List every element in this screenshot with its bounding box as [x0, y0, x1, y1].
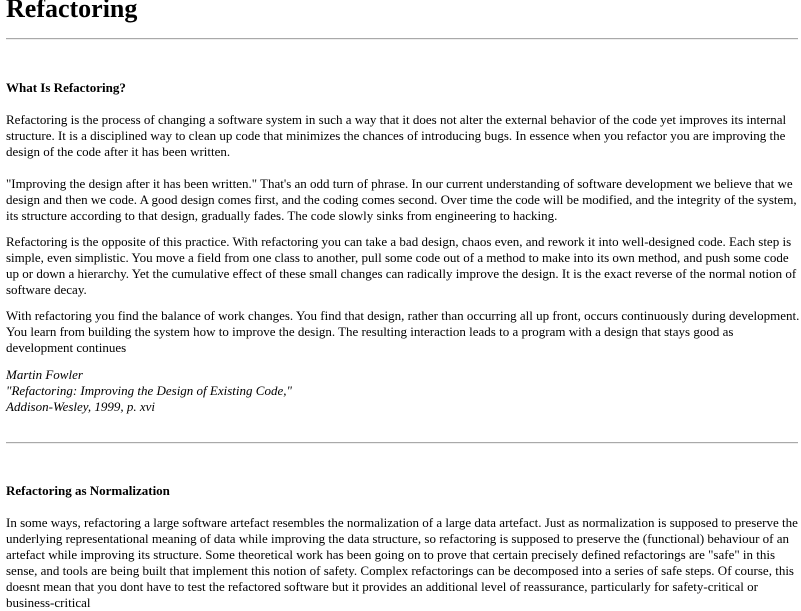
citation-book: "Refactoring: Improving the Design of Existing Code," — [6, 383, 292, 398]
section-heading-refactoring-as-normalization: Refactoring as Normalization — [6, 483, 170, 498]
page-title: Refactoring — [6, 0, 138, 23]
paragraph: In some ways, refactoring a large software artefact resembles the normalization of a large data artefact. Just as normalization is supposed to preserve the underlying representational meaning of data while improving the data structure, so refactoring is supposed to preserve the (functional) behaviour of an artefact while improving its structure. Some theoretical work has been going on to prove that certain precisely defined refactorings are "safe" in this sense, and tools are being built that implement this notion of safety. Complex refactorings can be decomposed into a series of safe steps. Of course, this doesnt mean that you dont have to test the refactored software but it provides an additional level of reassurance, particularly for safety-critical or business-critical — [6, 515, 798, 610]
paragraph: Refactoring is the process of changing a software system in such a way that it does not alter the external behavior of the code yet improves its internal structure. It is a disciplined way to clean up code that minimizes the chances of introducing bugs. In essence when you refactor you are improving the design of the code after it has been written. — [6, 112, 787, 159]
section-heading-what-is-refactoring: What Is Refactoring? — [6, 80, 126, 95]
paragraph: "Improving the design after it has been written." That's an odd turn of phrase. In our current understanding of software development we believe that we design and then we code. A good design comes first, and the coding comes second. Over time the code will be modified, and the integrity of the system, its structure according to that design, gradually fades. The code slowly sinks from engineering to hacking. — [6, 176, 797, 223]
horizontal-rule — [6, 38, 798, 40]
paragraph: With refactoring you find the balance of work changes. You find that design, rather than occurring all up front, occurs continuously during development. You learn from building the system how to improve the design. The resulting interaction leads to a program with a design that stays good as development continues — [6, 308, 800, 355]
citation-author: Martin Fowler — [6, 367, 83, 382]
citation-publisher: Addison-Wesley, 1999, p. xvi — [6, 399, 155, 414]
paragraph: Refactoring is the opposite of this practice. With refactoring you can take a bad design, chaos even, and rework it into well-designed code. Each step is simple, even simplistic. You move a field from one class to another, pull some code out of a method to make into its own method, and push some code up or down a hierarchy. Yet the cumulative effect of these small changes can radically improve the design. It is the exact reverse of the normal notion of software decay. — [6, 234, 797, 297]
citation — [6, 367, 292, 415]
horizontal-rule — [6, 442, 798, 444]
